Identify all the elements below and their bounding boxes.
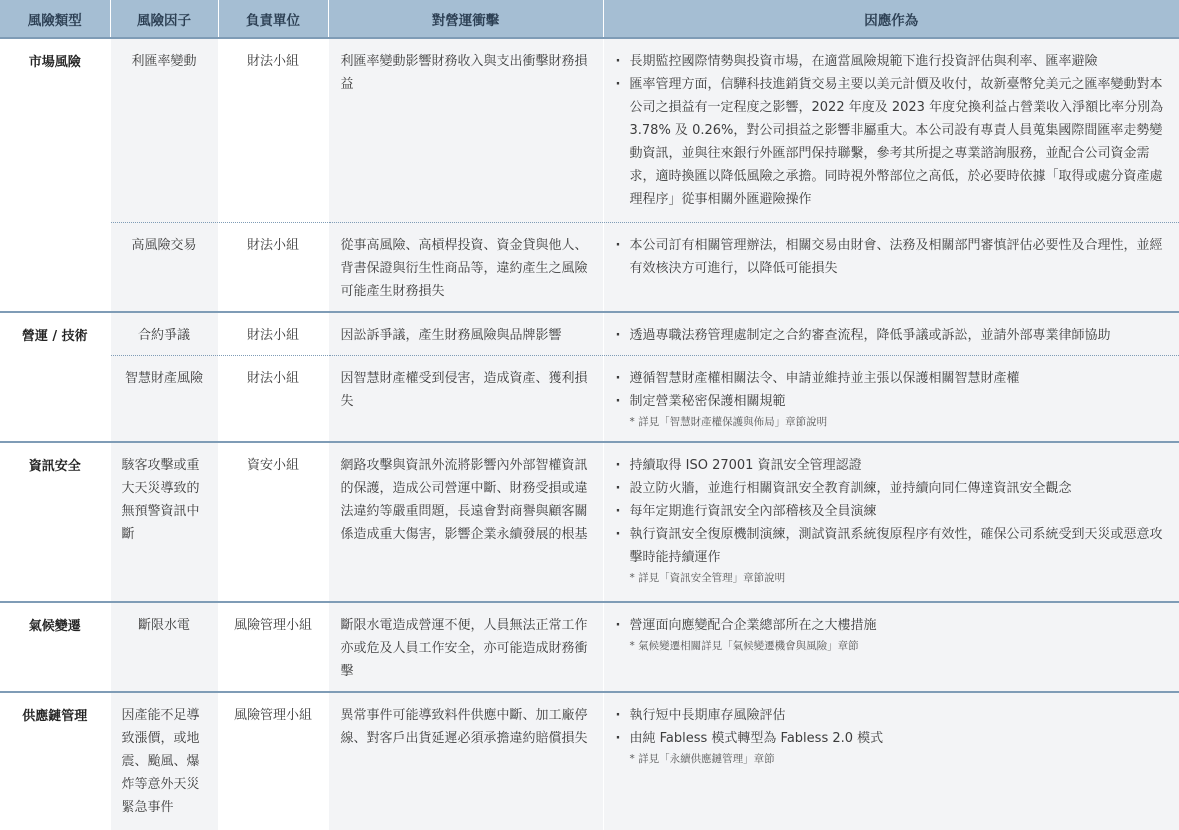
response-item: · 由純 Fabless 模式轉型為 Fabless 2.0 模式 — [615, 727, 1172, 750]
impact-cell: 因智慧財產權受到侵害，造成資產、獲利損失 — [328, 356, 603, 442]
response-cell — [603, 312, 1179, 356]
header-risk-type: 風險類型 — [0, 0, 110, 38]
header-response-actions: 因應作為 — [603, 0, 1179, 38]
impact-cell: 因訟訴爭議，產生財務風險與品牌影響 — [328, 312, 603, 356]
section-reference-note: * 詳見「永續供應鏈管理」章節 — [629, 752, 775, 765]
risk-factor-cell: 利匯率變動 — [110, 38, 218, 222]
table-row — [0, 38, 1179, 222]
impact-cell: 從事高風險、高槓桿投資、資金貸與他人、背書保證與衍生性商品等，違約產生之風險可能產生財務損失 — [328, 222, 603, 312]
response-item: · 制定營業秘密保護相關規範 — [615, 390, 1172, 413]
impact-cell: 網路攻擊與資訊外流將影響內外部智權資訊的保護，造成公司營運中斷、財務受損或違法違約等嚴重問題，長遠會對商譽與顧客關係造成重大傷害，影響企業永續發展的根基 — [328, 442, 603, 602]
response-item: · 本公司訂有相關管理辦法，相關交易由財會、法務及相關部門審慎評估必要性及合理性，並經有效核決方可進行，以降低可能損失 — [615, 234, 1172, 280]
response-cell — [603, 692, 1179, 830]
response-item: · 透過專職法務管理處制定之合約審查流程，降低爭議或訴訟，並請外部專業律師協助 — [615, 324, 1172, 347]
responsible-unit-cell: 風險管理小組 — [218, 692, 328, 830]
response-item: · 匯率管理方面，信驊科技進銷貨交易主要以美元計價及收付，故新臺幣兌美元之匯率變動對本公司之損益有一定程度之影響，2022 年度及 2023 年度兌換利益占營業收入淨額比率分別為 3.78% 及 0.26%，對公司損益之影響非屬重大。本公司設有專責人員蒐集國際間匯率走勢變動資訊，並與往來銀行外匯部門保持聯繫，參考其所提之專業諮詢服務，並配合公司資金需求，適時換匯以降低風險之承擔。同時視外幣部位之高低，於必要時依據「取得或處分資產處理程序」從事相關外匯避險操作 — [615, 73, 1172, 211]
risk-factor-cell: 駭客攻擊或重大天災導致的無預警資訊中斷 — [110, 442, 218, 602]
responsible-unit-cell: 風險管理小組 — [218, 602, 328, 692]
responsible-unit-cell: 資安小組 — [218, 442, 328, 602]
impact-cell: 異常事件可能導致料件供應中斷、加工廠停線、對客戶出貨延遲必須承擔違約賠償損失 — [328, 692, 603, 830]
risk-type-cell: 市場風險 — [0, 38, 110, 312]
response-item: · 執行短中長期庫存風險評估 — [615, 704, 1172, 727]
response-item: · 持續取得 ISO 27001 資訊安全管理認證 — [615, 454, 1172, 477]
response-item: · 每年定期進行資訊安全內部稽核及全員演練 — [615, 500, 1172, 523]
risk-factor-cell: 高風險交易 — [110, 222, 218, 312]
risk-type-cell: 氣候變遷 — [0, 602, 110, 692]
response-cell — [603, 38, 1179, 222]
table-row — [0, 692, 1179, 830]
response-item: · 遵循智慧財產權相關法令、申請並維持並主張以保護相關智慧財產權 — [615, 367, 1172, 390]
risk-factor-cell: 斷限水電 — [110, 602, 218, 692]
risk-type-cell: 營運 / 技術 — [0, 312, 110, 442]
table-row — [0, 222, 1179, 312]
header-operational-impact: 對營運衝擊 — [328, 0, 603, 38]
impact-cell: 利匯率變動影響財務收入與支出衝擊財務損益 — [328, 38, 603, 222]
header-responsible-unit: 負責單位 — [218, 0, 328, 38]
response-item: · 執行資訊安全復原機制演練，測試資訊系統復原程序有效性，確保公司系統受到天災或惡意攻擊時能持續運作 — [615, 523, 1172, 569]
table-header-row — [0, 0, 1179, 38]
risk-factor-cell: 智慧財產風險 — [110, 356, 218, 442]
response-item: · 長期監控國際情勢與投資市場，在適當風險規範下進行投資評估與利率、匯率避險 — [615, 50, 1172, 73]
response-item: · 營運面向應變配合企業總部所在之大樓措施 — [615, 614, 1172, 637]
responsible-unit-cell: 財法小組 — [218, 38, 328, 222]
table-row — [0, 602, 1179, 692]
risk-type-cell: 資訊安全 — [0, 442, 110, 602]
section-reference-note: * 詳見「智慧財產權保護與佈局」章節說明 — [629, 416, 828, 428]
risk-factor-cell: 合約爭議 — [110, 312, 218, 356]
responsible-unit-cell: 財法小組 — [218, 356, 328, 442]
response-cell — [603, 602, 1179, 692]
response-item: · 設立防火牆，並進行相關資訊安全教育訓練，並持續向同仁傳達資訊安全觀念 — [615, 477, 1172, 500]
risk-type-cell: 供應鏈管理 — [0, 692, 110, 830]
response-cell — [603, 222, 1179, 312]
responsible-unit-cell: 財法小組 — [218, 312, 328, 356]
response-cell — [603, 442, 1179, 602]
table-row — [0, 356, 1179, 442]
responsible-unit-cell: 財法小組 — [218, 222, 328, 312]
section-reference-note: * 氣候變遷相關詳見「氣候變遷機會與風險」章節 — [629, 639, 859, 652]
response-cell — [603, 356, 1179, 442]
header-risk-factor: 風險因子 — [110, 0, 218, 38]
risk-factor-cell: 因產能不足導致漲價，或地震、颱風、爆炸等意外天災緊急事件 — [110, 692, 218, 830]
table-row — [0, 312, 1179, 356]
impact-cell: 斷限水電造成營運不便，人員無法正常工作亦或危及人員工作安全，亦可能造成財務衝擊 — [328, 602, 603, 692]
table-row — [0, 442, 1179, 602]
section-reference-note: * 詳見「資訊安全管理」章節說明 — [629, 571, 786, 584]
